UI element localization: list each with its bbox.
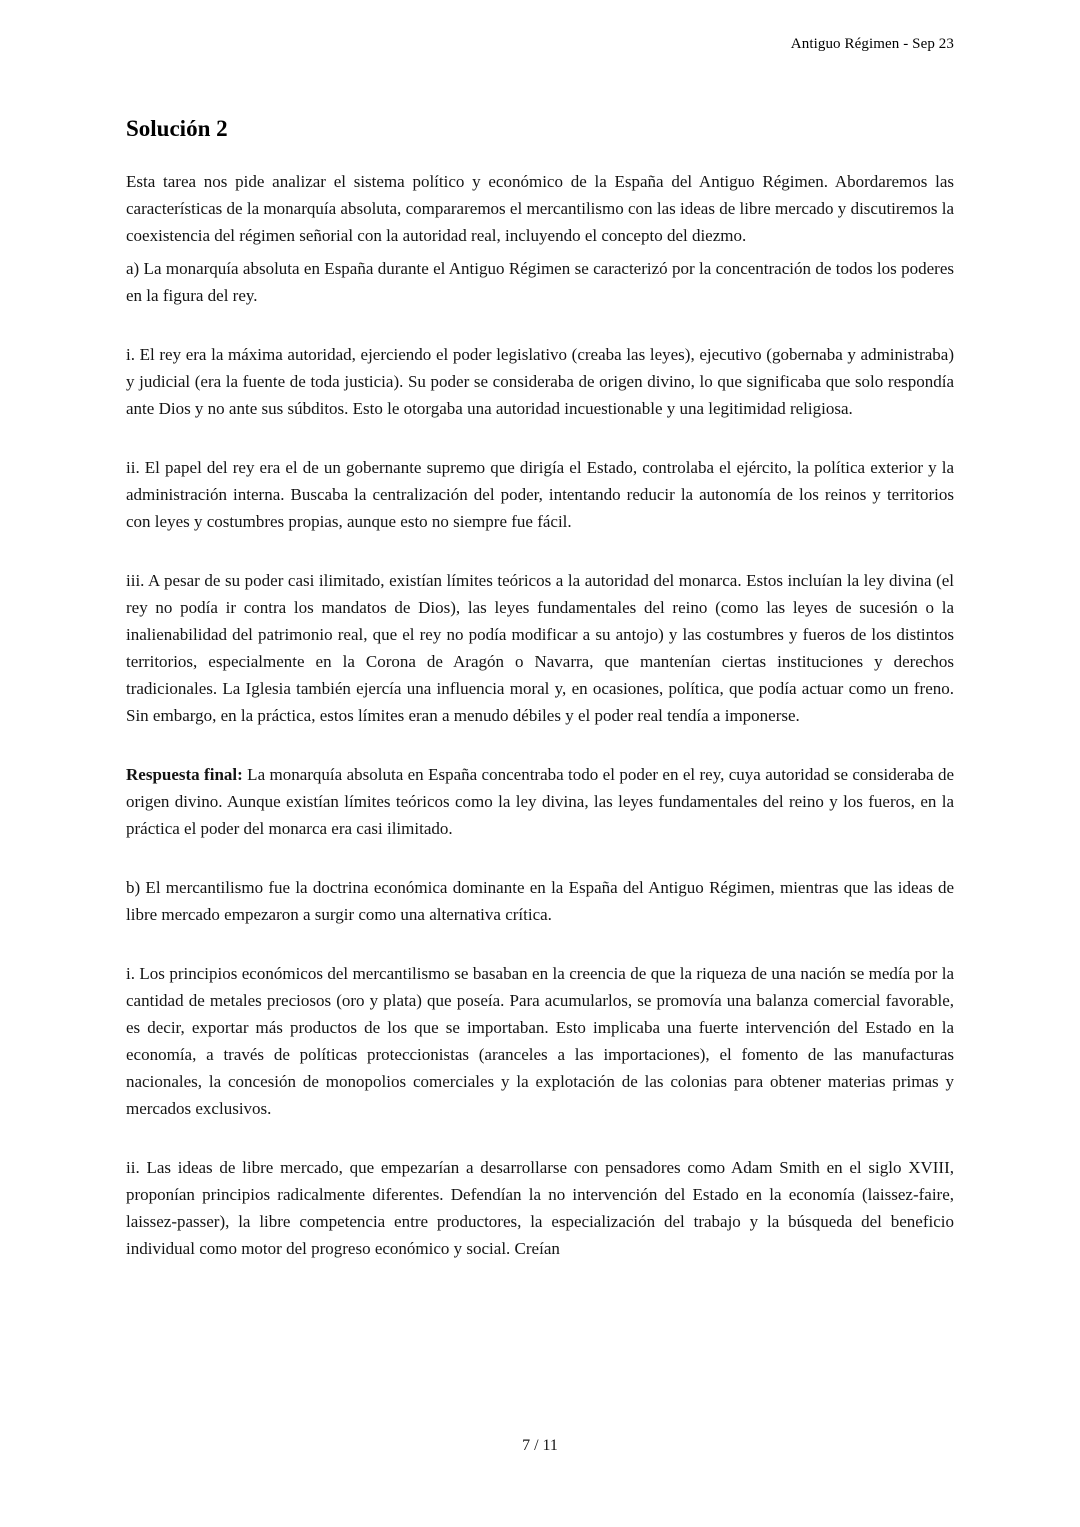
paragraph-b: b) El mercantilismo fue la doctrina económica dominante en la España del Antiguo Régimen, mientras que las ideas de libre mercado empezaron a surgir como una alternativa crítica. [126,878,954,924]
paragraph-a-iii: iii. A pesar de su poder casi ilimitado, existían límites teóricos a la autoridad del monarca. Estos incluían la ley divina (el rey no podía ir contra los mandatos de Dios), las leyes fundamentales del reino (como las leyes de sucesión o la inalienabilidad del patrimonio real, que el rey no podía modificar a su antojo) y las costumbres y fueros de los distintos territorios, especialmente en la Corona de Aragón o Navarra, que mantenían ciertas instituciones y derechos tradicionales. La Iglesia también ejercía una influencia moral y, en ocasiones, política, que podía actuar como un freno. Sin embargo, en la práctica, estos límites eran a menudo débiles y el poder real tendía a imponerse. [126,571,954,725]
page-title: Solución 2 [126,116,228,141]
paragraph-b-i: i. Los principios económicos del mercantilismo se basaban en la creencia de que la riqueza de una nación se medía por la cantidad de metales preciosos (oro y plata) que poseía. Para acumularlos, se promovía una balanza comercial favorable, es decir, exportar más productos de los que se importaban. Esto implicaba una fuerte intervención del Estado en la economía, a través de políticas proteccionistas (aranceles a las importaciones), el fomento de las manufacturas nacionales, la concesión de monopolios comerciales y la explotación de las colonias para obtener materias primas y mercados exclusivos. [126,964,954,1118]
final-answer-paragraph [126,761,954,842]
intro-paragraph: Esta tarea nos pide analizar el sistema político y económico de la España del Antiguo Régimen. Abordaremos las características de la monarquía absoluta, compararemos el mercantilismo con las ideas de libre mercado y discutiremos la coexistencia del régimen señorial con la autoridad real, incluyendo el concepto del diezmo. [126,172,954,245]
paragraph-a-i: i. El rey era la máxima autoridad, ejerciendo el poder legislativo (creaba las leyes), ejecutivo (gobernaba y administraba) y judicial (era la fuente de toda justicia). Su poder se consideraba de origen divino, lo que significaba que solo respondía ante Dios y no ante sus súbditos. Esto le otorgaba una autoridad incuestionable y una legitimidad religiosa. [126,345,954,418]
final-answer-label: Respuesta final: [126,765,243,784]
page-number: 7 / 11 [522,1437,558,1454]
final-answer-text: La monarquía absoluta en España concentraba todo el poder en el rey, cuya autoridad se consideraba de origen divino. Aunque existían límites teóricos como la ley divina, las leyes fundamentales del reino y los fueros, en la práctica el poder del monarca era casi ilimitado. [126,765,954,838]
paragraph-b-ii: ii. Las ideas de libre mercado, que empezarían a desarrollarse con pensadores como Adam Smith en el siglo XVIII, proponían principios radicalmente diferentes. Defendían la no intervención del Estado en la economía (laissez-faire, laissez-passer), la libre competencia entre productores, la especialización del trabajo y la búsqueda del beneficio individual como motor del progreso económico y social. Creían [126,1158,954,1258]
paragraph-a: a) La monarquía absoluta en España durante el Antiguo Régimen se caracterizó por la concentración de todos los poderes en la figura del rey. [126,259,954,305]
running-header: Antiguo Régimen - Sep 23 [790,36,954,52]
paragraph-a-ii: ii. El papel del rey era el de un gobernante supremo que dirigía el Estado, controlaba el ejército, la política exterior y la administración interna. Buscaba la centralización del poder, intentando reducir la autonomía de los reinos y territorios con leyes y costumbres propias, aunque esto no siempre fue fácil. [126,458,954,531]
